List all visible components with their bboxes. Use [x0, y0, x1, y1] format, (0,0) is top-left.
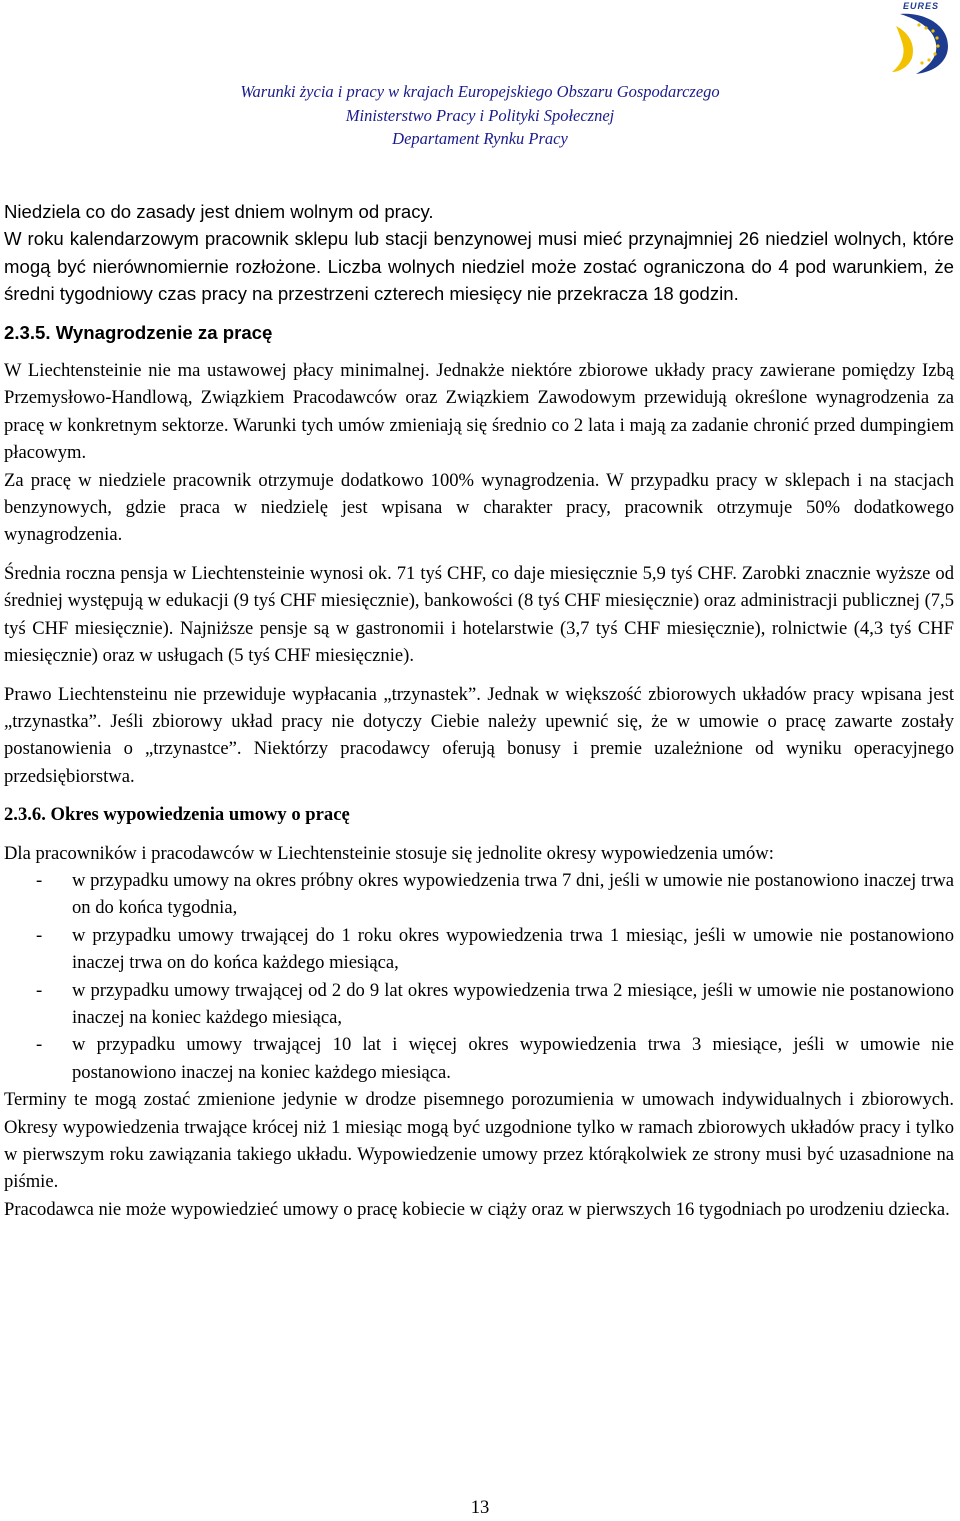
- header-line-1: Warunki życia i pracy w krajach Europejskiego Obszaru Gospodarczego: [240, 82, 720, 101]
- eures-logo-icon: [886, 0, 956, 76]
- document-header: [0, 80, 960, 151]
- list-item-text: w przypadku umowy trwającej do 1 roku okres wypowiedzenia trwa 1 miesiąc, jeśli w umowie nie postanowiono inaczej trwa on do końca każdego miesiąca,: [72, 924, 954, 974]
- section-heading: [4, 319, 954, 346]
- section-number: 2.3.6.: [4, 804, 46, 826]
- document-body: [4, 198, 954, 1223]
- paragraph: Niedziela co do zasady jest dniem wolnym od pracy.: [4, 201, 434, 222]
- list-item: [4, 922, 954, 977]
- list-item: [4, 867, 954, 922]
- list-dash: -: [36, 869, 43, 891]
- paragraph: Prawo Liechtensteinu nie przewiduje wypłacania „trzynastek”. Jednak w większość zbiorowych układów pracy wpisana jest „trzynastka”. Jeśli zbiorowy układ pracy nie dotyczy Ciebie należy upewnić się, że w umowie o pracę zawarte zostały postanowienia o „trzynastce”. Niektórzy pracodawcy oferują bonusy i premie uzależnione od wyniku operacyjnego przedsiębiorstwa.: [4, 683, 954, 787]
- paragraph: Pracodawca nie może wypowiedzieć umowy o pracę kobiecie w ciąży oraz w pierwszych 16 tygodniach po urodzeniu dziecka.: [4, 1198, 950, 1220]
- page-number: 13: [470, 1497, 490, 1518]
- header-line-2: Ministerstwo Pracy i Polityki Społecznej: [345, 105, 615, 125]
- header-line-3: Departament Rynku Pracy: [392, 129, 568, 148]
- list-item-text: w przypadku umowy na okres próbny okres wypowiedzenia trwa 7 dni, jeśli w umowie nie postanowiono inaczej trwa on do końca tygodnia,: [72, 869, 954, 919]
- list-item: [4, 977, 954, 1032]
- section-heading: [4, 801, 954, 828]
- list-item-text: w przypadku umowy trwającej od 2 do 9 lat okres wypowiedzenia trwa 2 miesiące, jeśli w umowie nie postanowiono inaczej na koniec każdego miesiąca,: [72, 979, 954, 1028]
- logo-text: EURES: [902, 1, 940, 11]
- paragraph: W roku kalendarzowym pracownik sklepu lub stacji benzynowej musi mieć przynajmniej 26 niedziel wolnych, które mogą być nierównomiernie rozłożone. Liczba wolnych niedziel może zostać ograniczona do 4 pod warunkiem, że średni tygodniowy czas pracy na przestrzeni czterech miesięcy nie przekracza 18 godzin.: [4, 228, 954, 305]
- paragraph: W Liechtensteinie nie ma ustawowej płacy minimalnej. Jednakże niektóre zbiorowe układy pracy zawierane pomiędzy Izbą Przemysłowo-Handlową, Związkiem Pracodawców oraz Związkiem Zawodowym przewidują określone wynagrodzenia za pracę w konkretnym sektorze. Warunki tych umów zmieniają się średnio co 2 lata i mają za zadanie chronić przed dumpingiem płacowym.: [4, 360, 954, 464]
- paragraph: Za pracę w niedziele pracownik otrzymuje dodatkowo 100% wynagrodzenia. W przypadku pracy w sklepach i na stacjach benzynowych, gdzie praca w niedzielę jest wpisana w charakter pracy, pracownik otrzymuje 50% dodatkowego wynagrodzenia.: [4, 469, 954, 546]
- section-title: Wynagrodzenie za pracę: [55, 321, 273, 343]
- section-number: 2.3.5.: [4, 321, 51, 343]
- list-item: [4, 1031, 954, 1086]
- list-dash: -: [36, 1034, 43, 1056]
- list-item-text: w przypadku umowy trwającej 10 lat i więcej okres wypowiedzenia trwa 3 miesiące, jeśli w umowie nie postanowiono inaczej na koniec każdego miesiąca.: [72, 1034, 954, 1083]
- paragraph: Terminy te mogą zostać zmienione jedynie w drodze pisemnego porozumienia w umowach indywidualnych i zbiorowych. Okresy wypowiedzenia trwające krócej niż 1 miesiąc mogą być uzgodnione tylko w ramach zbiorowych układów pracy i tylko w pierwszym roku zawiązania takiego układu. Wypowiedzenie umowy przez którąkolwiek ze strony musi być uzasadnione na piśmie.: [4, 1089, 954, 1193]
- list-dash: -: [36, 979, 43, 1001]
- list-dash: -: [36, 924, 43, 946]
- paragraph: Dla pracowników i pracodawców w Liechtensteinie stosuje się jednolite okresy wypowiedzenia umów:: [4, 842, 774, 864]
- paragraph: Średnia roczna pensja w Liechtensteinie wynosi ok. 71 tyś CHF, co daje miesięcznie 5,9 tyś CHF. Zarobki znacznie wyższe od średniej występują w edukacji (9 tyś CHF miesięcznie), bankowości (8 tyś CHF miesięcznie) oraz administracji publicznej (7,5 tyś CHF miesięcznie). Najniższe pensje są w gastronomii i hotelarstwie (3,7 tyś CHF miesięcznie), rolnictwie (4,3 tyś CHF miesięcznie) oraz w usługach (5 tyś CHF miesięcznie).: [4, 562, 954, 667]
- section-title: Okres wypowiedzenia umowy o pracę: [50, 804, 350, 826]
